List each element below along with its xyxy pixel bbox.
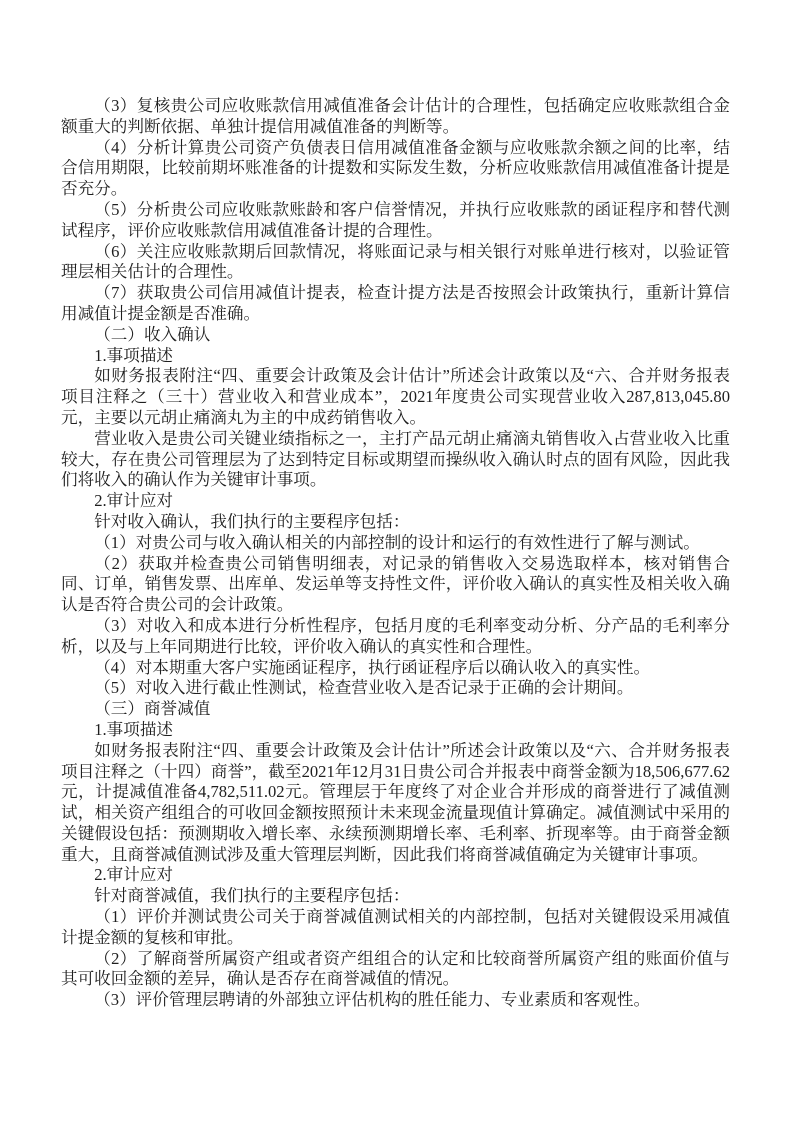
goodwill-response-intro: 针对商誉减值，我们执行的主要程序包括： — [94, 886, 410, 906]
revenue-procedure-3: （3）对收入和成本进行分析性程序，包括月度的毛利率变动分析、分产品的毛利率分析，以及与上年同期进行比较，评价收入确认的真实性和合理性。 — [61, 615, 730, 656]
revenue-matter-description-heading: 1.事项描述 — [94, 345, 174, 365]
revenue-procedure-1: （1）对贵公司与收入确认相关的内部控制的设计和运行的有效性进行了解与测试。 — [94, 532, 700, 552]
revenue-procedure-5: （5）对收入进行截止性测试，检查营业收入是否记录于正确的会计期间。 — [94, 678, 634, 698]
goodwill-matter-description-heading: 1.事项描述 — [94, 719, 174, 739]
section-heading-goodwill-impairment: （三）商誉减值 — [94, 699, 211, 719]
revenue-audit-response-heading: 2.审计应对 — [94, 491, 174, 511]
kam-receivables-procedure-7: （7）获取贵公司信用减值计提表，检查计提方法是否按照会计政策执行，重新计算信用减值计提金额是否准确。 — [61, 283, 730, 323]
section-heading-revenue-recognition: （二）收入确认 — [94, 324, 211, 344]
revenue-procedure-2: （2）获取并检查贵公司销售明细表，对记录的销售收入交易选取样本，核对销售合同、订单，销售发票、出库单、发运单等支持性文件，评价收入确认的真实性及相关收入确认是否符合贵公司的会计政策。 — [61, 553, 730, 615]
goodwill-procedure-3: （3）评价管理层聘请的外部独立评估机构的胜任能力、专业素质和客观性。 — [94, 990, 651, 1010]
kam-receivables-procedure-6: （6）关注应收账款期后回款情况，将账面记录与相关银行对账单进行核对，以验证管理层相关估计的合理性。 — [61, 241, 730, 282]
goodwill-matter-paragraph: 如财务报表附注“四、重要会计政策及会计估计”所述会计政策以及“六、合并财务报表项目注释之（十四）商誉”，截至2021年12月31日贵公司合并报表中商誉金额为18,506,677.62元，计提减值准备4,782,511.02元。管理层于年度终了对企业合并形成的商誉进行了减值测试，相关资产组组合的可收回金额按照预计未来现金流量现值计算确定。减值测试中采用的关键假设包括：预测期收入增长率、永续预测期增长率、毛利率、折现率等。由于商誉金额重大，且商誉减值测试涉及重大管理层判断，因此我们将商誉减值确定为关键审计事项。 — [61, 740, 730, 864]
revenue-matter-paragraph-1: 如财务报表附注“四、重要会计政策及会计估计”所述会计政策以及“六、合并财务报表项目注释之（三十）营业收入和营业成本”，2021年度贵公司实现营业收入287,813,045.80元，主要以元胡止痛滴丸为主的中成药销售收入。 — [61, 366, 730, 427]
revenue-matter-paragraph-2: 营业收入是贵公司关键业绩指标之一，主打产品元胡止痛滴丸销售收入占营业收入比重较大，存在贵公司管理层为了达到特定目标或期望而操纵收入确认时点的固有风险，因此我们将收入的确认作为关键审计事项。 — [61, 428, 730, 490]
kam-receivables-procedure-3: （3）复核贵公司应收账款信用减值准备会计估计的合理性，包括确定应收账款组合金额重大的判断依据、单独计提信用减值准备的判断等。 — [61, 96, 730, 136]
revenue-response-intro: 针对收入确认，我们执行的主要程序包括： — [94, 511, 410, 531]
revenue-procedure-4: （4）对本期重大客户实施函证程序，执行函证程序后以确认收入的真实性。 — [94, 657, 651, 677]
goodwill-audit-response-heading: 2.审计应对 — [94, 865, 174, 885]
goodwill-procedure-1: （1）评价并测试贵公司关于商誉减值测试相关的内部控制，包括对关键假设采用减值计提金额的复核和审批。 — [61, 907, 730, 947]
kam-receivables-procedure-4: （4）分析计算贵公司资产负债表日信用减值准备金额与应收账款余额之间的比率，结合信用期限，比较前期坏账准备的计提数和实际发生数，分析应收账款信用减值准备计提是否充分。 — [61, 137, 730, 199]
kam-receivables-procedure-5: （5）分析贵公司应收账款账龄和客户信誉情况，并执行应收账款的函证程序和替代测试程序，评价应收账款信用减值准备计提的合理性。 — [61, 199, 730, 240]
goodwill-procedure-2: （2）了解商誉所属资产组或者资产组组合的认定和比较商誉所属资产组的账面价值与其可收回金额的差异，确认是否存在商誉减值的情况。 — [61, 948, 730, 989]
